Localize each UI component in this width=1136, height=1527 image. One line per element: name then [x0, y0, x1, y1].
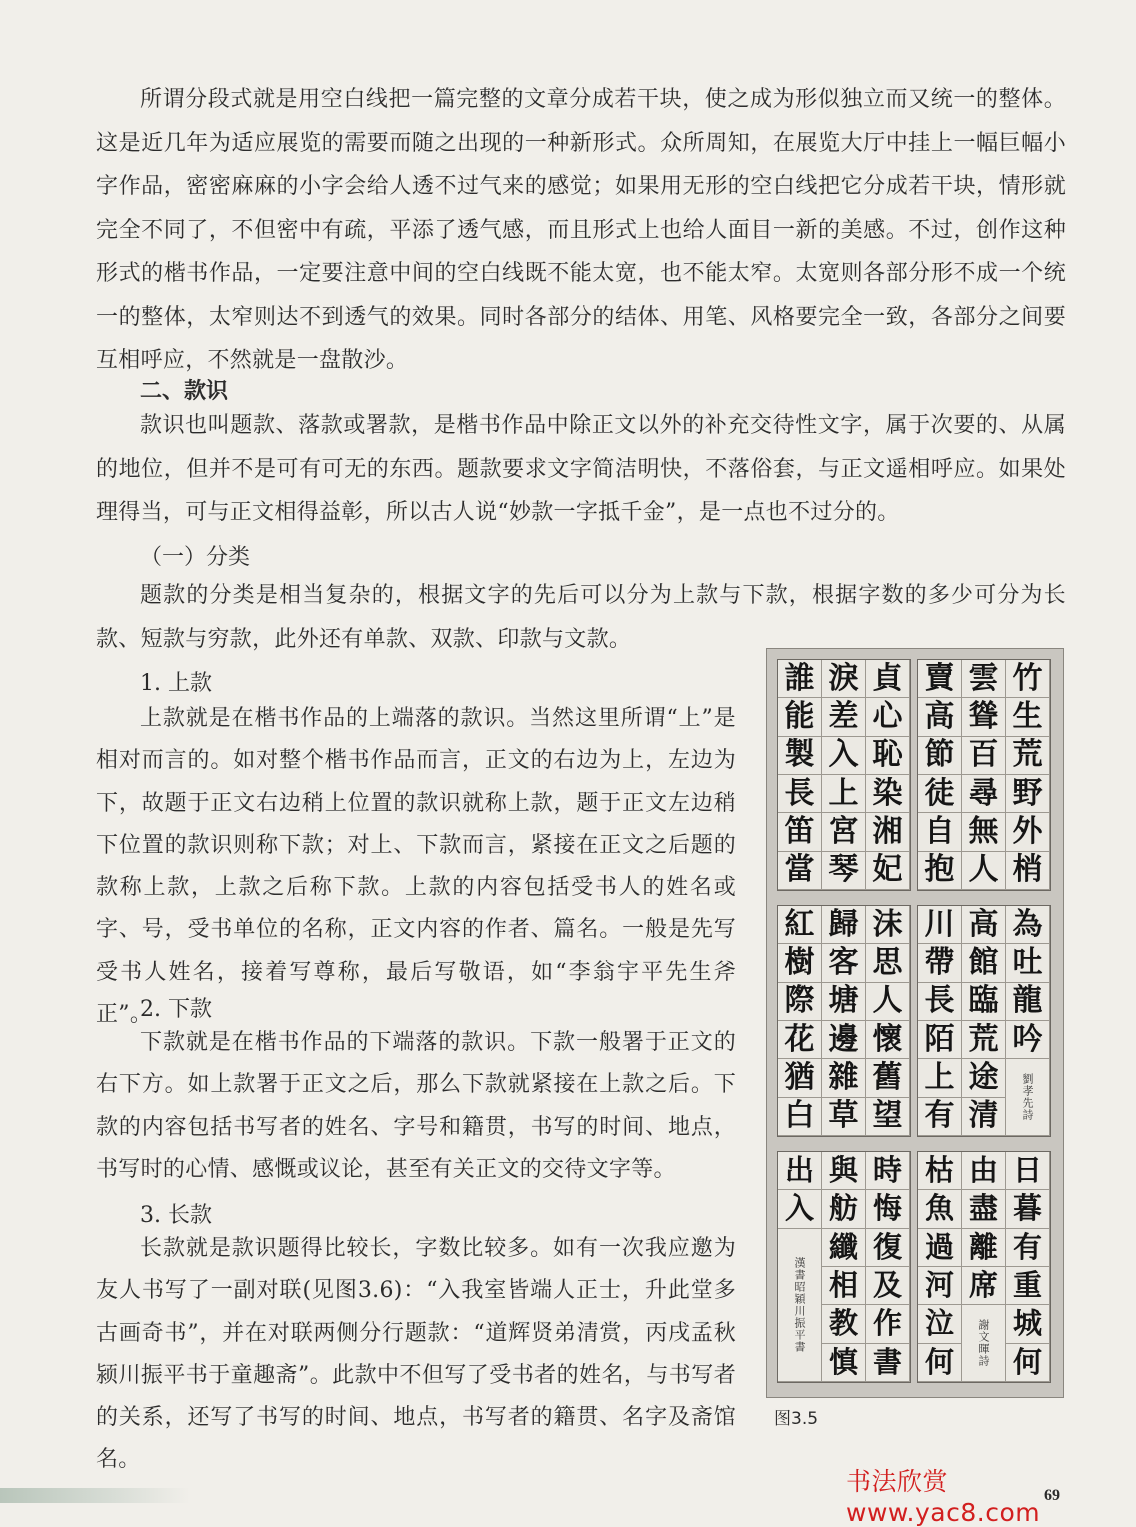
- calligraphy-char: 枯: [918, 1152, 962, 1190]
- calligraphy-char: 淚: [822, 660, 866, 698]
- calligraphy-char: 沫: [866, 906, 910, 944]
- calligraphy-char: 上: [822, 775, 866, 813]
- calligraphy-char: 雲: [962, 660, 1006, 698]
- calligraphy-char: 慎: [822, 1344, 866, 1382]
- paragraph-long-inscription: 长款就是款识题得比较长，字数比较多。如有一次我应邀为友人书写了一副对联(见图3.6)：“入我室皆端人正士，升此堂多古画奇书”，并在对联两侧分行题款：“道辉贤弟清赏，丙戌孟秋颍川振平书于童趣斋”。此款中不但写了受书者的姓名，与书写者的关系，还写了书写的时间、地点，书写者的籍贯、名字及斋馆名。: [96, 1236, 736, 1473]
- calligraphy-char: 離: [962, 1229, 1006, 1267]
- figure-caption: 图3.5: [774, 1409, 819, 1429]
- calligraphy-char: 陌: [918, 1021, 962, 1059]
- calligraphy-figure: [766, 648, 1064, 1398]
- inscription-liu: 劉孝先詩: [1021, 1073, 1034, 1122]
- calligraphy-char: 為: [1006, 906, 1050, 944]
- calligraphy-char: 梢: [1006, 852, 1050, 890]
- calligraphy-char: 高: [962, 906, 1006, 944]
- calligraphy-char: 清: [962, 1098, 1006, 1136]
- calligraphy-char: 悔: [866, 1190, 910, 1228]
- calligraphy-char: 草: [822, 1098, 866, 1136]
- calligraphy-char: 館: [962, 944, 1006, 982]
- calligraphy-char: 教: [822, 1305, 866, 1343]
- calligraphy-char: 染: [866, 775, 910, 813]
- subheading-upper-inscription: 1. 上款: [140, 671, 212, 696]
- calligraphy-char: 席: [962, 1267, 1006, 1305]
- calligraphy-char: 出: [778, 1152, 822, 1190]
- paragraph-lower-inscription: 下款就是在楷书作品的下端落的款识。下款一般署于正文的右下方。如上款署于正文之后，那么下款就紧接在上款之后。下款的内容包括书写者的姓名、字号和籍贯，书写的时间、地点，书写时的心情、感慨或议论，甚至有关正文的交待文字等。: [96, 1030, 736, 1182]
- calligraphy-char: 賣: [918, 660, 962, 698]
- calligraphy-char: 由: [962, 1152, 1006, 1190]
- calligraphy-char: 入: [778, 1190, 822, 1228]
- calligraphy-char: 邊: [822, 1021, 866, 1059]
- calligraphy-char: 人: [866, 983, 910, 1021]
- calligraphy-char: 能: [778, 698, 822, 736]
- calligraphy-char: 荒: [962, 1021, 1006, 1059]
- calligraphy-char: 徒: [918, 775, 962, 813]
- calligraphy-char: 琴: [822, 852, 866, 890]
- calligraphy-char: 白: [778, 1098, 822, 1136]
- paragraph-classification: 题款的分类是相当复杂的，根据文字的先后可以分为上款与下款，根据字数的多少可分为长款、短款与穷款，此外还有单款、双款、印款与文款。: [96, 583, 1066, 652]
- calligraphy-char: 貞: [866, 660, 910, 698]
- calligraphy-char: 盡: [962, 1190, 1006, 1228]
- calligraphy-char: 帶: [918, 944, 962, 982]
- calligraphy-panel-mid-left: [777, 905, 911, 1137]
- calligraphy-char: 作: [866, 1305, 910, 1343]
- subheading-classification: （一）分类: [140, 545, 251, 570]
- calligraphy-char: 何: [1006, 1344, 1050, 1382]
- calligraphy-char: 川: [918, 906, 962, 944]
- calligraphy-char: 製: [778, 737, 822, 775]
- calligraphy-char: 生: [1006, 698, 1050, 736]
- calligraphy-char: 暮: [1006, 1190, 1050, 1228]
- calligraphy-char: 過: [918, 1229, 962, 1267]
- inscription-signature: 漢書昭穎川振平書: [793, 1256, 806, 1353]
- calligraphy-char: 日: [1006, 1152, 1050, 1190]
- calligraphy-char: 紅: [778, 906, 822, 944]
- page-number: 69: [1044, 1487, 1060, 1504]
- calligraphy-char: 長: [918, 983, 962, 1021]
- calligraphy-char: 宮: [822, 813, 866, 851]
- calligraphy-char: 妃: [866, 852, 910, 890]
- scan-shadow: [0, 1488, 190, 1503]
- calligraphy-char: 吟: [1006, 1021, 1050, 1059]
- calligraphy-char: 泣: [918, 1305, 962, 1343]
- calligraphy-char: 思: [866, 944, 910, 982]
- calligraphy-char: 城: [1006, 1305, 1050, 1343]
- calligraphy-char: 節: [918, 737, 962, 775]
- calligraphy-char: 荒: [1006, 737, 1050, 775]
- calligraphy-char: 與: [822, 1152, 866, 1190]
- calligraphy-char: 龍: [1006, 983, 1050, 1021]
- calligraphy-panel-top-left: [777, 659, 911, 891]
- calligraphy-panel-top-right: [917, 659, 1051, 891]
- calligraphy-char: 心: [866, 698, 910, 736]
- calligraphy-char: 舫: [822, 1190, 866, 1228]
- inscription-cell: [1006, 1059, 1050, 1136]
- calligraphy-char: 無: [962, 813, 1006, 851]
- calligraphy-char: 雜: [822, 1059, 866, 1097]
- calligraphy-char: 纖: [822, 1229, 866, 1267]
- calligraphy-char: 何: [918, 1344, 962, 1382]
- calligraphy-char: 望: [866, 1098, 910, 1136]
- calligraphy-char: 入: [822, 737, 866, 775]
- calligraphy-char: 時: [866, 1152, 910, 1190]
- paragraph-kuanshi-intro: 款识也叫题款、落款或署款，是楷书作品中除正文以外的补充交待性文字，属于次要的、从属的地位，但并不是可有可无的东西。题款要求文字简洁明快，不落俗套，与正文遥相呼应。如果处理得当，可与正文相得益彰，所以古人说“妙款一字抵千金”，是一点也不过分的。: [96, 413, 1066, 525]
- calligraphy-char: 尋: [962, 775, 1006, 813]
- subheading-long-inscription: 3. 长款: [140, 1203, 212, 1228]
- calligraphy-char: 笛: [778, 813, 822, 851]
- inscription-xie: 謝文暉詩: [977, 1319, 990, 1368]
- calligraphy-char: 有: [1006, 1229, 1050, 1267]
- calligraphy-panel-bottom-right: [917, 1151, 1051, 1383]
- calligraphy-char: 百: [962, 737, 1006, 775]
- calligraphy-char: 懷: [866, 1021, 910, 1059]
- calligraphy-char: 際: [778, 983, 822, 1021]
- calligraphy-char: 野: [1006, 775, 1050, 813]
- calligraphy-char: 吐: [1006, 944, 1050, 982]
- inscription-cell: [778, 1229, 822, 1382]
- calligraphy-char: 重: [1006, 1267, 1050, 1305]
- paragraph-segmented-form: 所谓分段式就是用空白线把一篇完整的文章分成若干块，使之成为形似独立而又统一的整体。这是近几年为适应展览的需要而随之出现的一种新形式。众所周知，在展览大厅中挂上一幅巨幅小字作品，密密麻麻的小字会给人透不过气来的感觉；如果用无形的空白线把它分成若干块，情形就完全不同了，不但密中有疏，平添了透气感，而且形式上也给人面目一新的美感。不过，创作这种形式的楷书作品，一定要注意中间的空白线既不能太宽，也不能太窄。太宽则各部分形不成一个统一的整体，太窄则达不到透气的效果。同时各部分的结体、用笔、风格要完全一致，各部分之间要互相呼应，不然就是一盘散沙。: [96, 87, 1066, 373]
- calligraphy-panel-mid-right: [917, 905, 1051, 1137]
- calligraphy-char: 舊: [866, 1059, 910, 1097]
- calligraphy-char: 上: [918, 1059, 962, 1097]
- calligraphy-char: 臨: [962, 983, 1006, 1021]
- calligraphy-char: 復: [866, 1229, 910, 1267]
- calligraphy-char: 恥: [866, 737, 910, 775]
- calligraphy-char: 當: [778, 852, 822, 890]
- calligraphy-char: 差: [822, 698, 866, 736]
- calligraphy-char: 相: [822, 1267, 866, 1305]
- calligraphy-char: 竹: [1006, 660, 1050, 698]
- paragraph-upper-inscription: 上款就是在楷书作品的上端落的款识。当然这里所谓“上”是相对而言的。如对整个楷书作品而言，正文的右边为上，左边为下，故题于正文右边稍上位置的款识就称上款，题于正文左边稍下位置的款识则称下款；对上、下款而言，紧接在正文之后题的款称上款，上款之后称下款。上款的内容包括受书人的姓名或字、号，受书单位的名称，正文内容的作者、篇名。一般是先写受书人姓名，接着写尊称，最后写敬语，如“李翁宇平先生斧正”。: [96, 706, 736, 1028]
- calligraphy-char: 河: [918, 1267, 962, 1305]
- calligraphy-char: 外: [1006, 813, 1050, 851]
- calligraphy-char: 高: [918, 698, 962, 736]
- calligraphy-char: 書: [866, 1344, 910, 1382]
- calligraphy-char: 客: [822, 944, 866, 982]
- calligraphy-char: 樹: [778, 944, 822, 982]
- subheading-lower-inscription: 2. 下款: [140, 997, 212, 1022]
- calligraphy-char: 塘: [822, 983, 866, 1021]
- calligraphy-char: 途: [962, 1059, 1006, 1097]
- calligraphy-char: 人: [962, 852, 1006, 890]
- calligraphy-panel-bottom-left: [777, 1151, 911, 1383]
- calligraphy-char: 湘: [866, 813, 910, 851]
- calligraphy-char: 長: [778, 775, 822, 813]
- site-watermark: 书法欣赏 www.yac8.com: [846, 1467, 1041, 1527]
- calligraphy-char: 花: [778, 1021, 822, 1059]
- inscription-cell: [962, 1305, 1006, 1382]
- calligraphy-char: 及: [866, 1267, 910, 1305]
- calligraphy-char: 猶: [778, 1059, 822, 1097]
- calligraphy-char: 聳: [962, 698, 1006, 736]
- calligraphy-char: 誰: [778, 660, 822, 698]
- calligraphy-char: 抱: [918, 852, 962, 890]
- calligraphy-char: 有: [918, 1098, 962, 1136]
- calligraphy-char: 魚: [918, 1190, 962, 1228]
- calligraphy-char: 歸: [822, 906, 866, 944]
- calligraphy-char: 自: [918, 813, 962, 851]
- section-heading-kuanshi: 二、款识: [140, 379, 229, 404]
